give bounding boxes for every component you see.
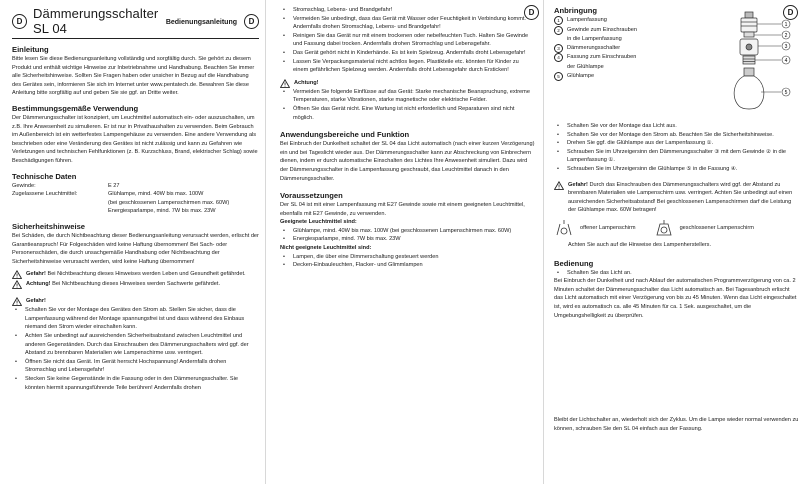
warning-triangle-icon bbox=[554, 181, 564, 190]
bottom-text: Bleibt der Lichtschalter an, wiederholt sich der Zyklus. Um die Lampe wieder normal verwenden zu können, schrauben Sie den SL 04 einfach aus der Fassung. bbox=[554, 417, 799, 432]
bedienung-text: Bei Einbruch der Dunkelheit und nach Ablauf der automatischen Programmverzögerung von ca. 2 Minuten schaltet der Dämmerungsschalter das Licht automatisch an. Bei Tagesanbruch erlischt das Licht automatisch mit einer Verzögerung von bis zu 45 Minuten. Wenn das Licht eingeschaltet ist, wird es automatisch ca. alle 45 Minuten für ca. 1 Sek. ausgeschaltet, um die Umgebungshelligkeit zu überprüfen. bbox=[554, 278, 797, 319]
closed-lampshade-icon bbox=[654, 219, 674, 237]
verwendung-text: Der Dämmerungsschalter ist konzipiert, um Leuchtmittel automatisch ein- oder auszuschalten, um z.B. Ihre Anwesenheit zu simulieren. Er ist nur in Privathaushalten zu verwenden. Beim Gebrauch im Außenbereich ist ein wetterfestes Lampengehäuse zu verwenden. Eine andere Verwendung als beschrieben oder eine Veränderung des Gerätes ist nicht zulässig und kann zu Gefahren wie Verletzungen und technischen Fehlfunktionen (z. B. Kurzschluss, Brand, elektrischer Schlag) sowie Beschädigungen führen. bbox=[12, 114, 258, 164]
warning-achtung bbox=[12, 280, 259, 289]
list-item: • Schrauben Sie im Uhrzeigersinn die Glühlampe ⑤ in die Fassung ④. bbox=[554, 165, 800, 174]
table-row bbox=[12, 199, 229, 208]
part-number: 4 bbox=[554, 53, 563, 62]
part-label: in die Lampenfassung bbox=[567, 36, 622, 43]
warning-label: Gefahr! bbox=[26, 271, 46, 278]
svg-text:4: 4 bbox=[784, 57, 788, 64]
list-item: • Das Gerät gehört nicht in Kinderhände. Es ist kein Spielzeug. Andernfalls droht Lebensgefahr! bbox=[280, 49, 535, 58]
bedienung-heading: Bedienung bbox=[554, 258, 594, 268]
part-number: 2 bbox=[554, 26, 563, 35]
list-item: • Schalten Sie vor der Montage des Gerätes den Strom ab. Stellen Sie sicher, dass die Lampenfassung während der Montage spannungsfrei ist und dass während des Einbaus niemand den Strom wieder einschalten kann. bbox=[12, 306, 259, 332]
warning-label: Achtung! bbox=[294, 79, 319, 86]
geeignet-subheading: Geeignete Leuchtmittel sind: bbox=[280, 219, 357, 226]
svg-text:!: ! bbox=[284, 82, 286, 88]
part-label: der Glühlampe bbox=[567, 63, 604, 70]
warning-gefahr bbox=[12, 270, 259, 279]
list-item: • Schalten Sie das Licht an. bbox=[554, 269, 800, 278]
page-subtitle: Bedienungsanleitung bbox=[165, 19, 237, 26]
warning-triangle-icon bbox=[12, 297, 22, 306]
tech-value: Glühlampe, mind. 40W bis max. 100W bbox=[108, 191, 204, 198]
warning-triangle-icon bbox=[12, 270, 22, 279]
part-item bbox=[554, 72, 723, 82]
part-label: Gewinde zum Einschrauben bbox=[567, 26, 637, 33]
list-item: • Schalten Sie vor der Montage den Strom ab. Beachten Sie die Sicherheitshinweise. bbox=[554, 131, 800, 140]
part-item bbox=[554, 44, 723, 54]
list-item: • Achten Sie unbedingt auf ausreichenden Sicherheitsabstand zwischen Leuchtmittel und anderen Gegenständen. Durch das Einschrauben des Dämmerungsschalters wird ggf. der Abstand zu brennbaren Materialien wie Lampenschirme usw. verringert. bbox=[12, 332, 259, 358]
closed-lampshade-label: geschlossener Lampenschirm bbox=[679, 224, 754, 231]
bottom-note bbox=[554, 416, 800, 433]
warning-text: Bei Nichtbeachtung dieses Hinweises werden Leben und Gesundheit gefährdet. bbox=[47, 271, 246, 278]
list-item: • Schrauben Sie im Uhrzeigersinn den Dämmerungsschalter ③ mit dem Gewinde ② in die Lampenfassung ①. bbox=[554, 148, 800, 165]
title-bar bbox=[12, 6, 259, 39]
parts-list bbox=[554, 16, 723, 118]
tech-key bbox=[12, 207, 108, 216]
list-item: • Stecken Sie keine Gegenstände in die Fassung oder in den Dämmerungsschalter. Sie könnten hiermit spannungsführende Teile berühren! Andernfalls drohen bbox=[12, 375, 259, 392]
list-item: • Decken-Einbauleuchten, Flacker- und Glimmlampen bbox=[280, 261, 535, 270]
open-lampshade-icon bbox=[554, 219, 574, 237]
anwendung-heading: Anwendungsbereiche und Funktion bbox=[280, 130, 410, 140]
list-item: • Reinigen Sie das Gerät nur mit einem trockenen oder nebelfeuchten Tuch. Halten Sie Gewinde und Fassung dabei trocken. Andernfalls drohen Stromschlag und Lebensgefahr. bbox=[280, 32, 535, 49]
table-row bbox=[12, 190, 229, 199]
svg-text:!: ! bbox=[16, 300, 18, 307]
svg-text:3: 3 bbox=[784, 43, 788, 50]
part-label: Glühlampe bbox=[567, 72, 595, 79]
part-item bbox=[554, 26, 723, 36]
column-3 bbox=[544, 0, 808, 484]
anbringung-heading: Anbringung bbox=[554, 6, 598, 15]
einleitung-text: Bitte lesen Sie diese Bedienungsanleitung vollständig und sorgfältig durch. Sie gehört zu diesem Produkt und enthält wichtige Hinweise zur Inbetriebnahme und Handhabung. Beachten Sie immer alle Sicherheitshinweise. Sollten Sie Fragen haben oder unsicher in Bezug auf die Handhabung des Gerätes sein, informieren Sie sich im Internet unter www.pentatech.de. Bewahren Sie diese Anleitung bitte sorgfältig auf und geben Sie sie ggf. an Dritte weiter. bbox=[12, 56, 255, 97]
svg-text:!: ! bbox=[16, 273, 18, 280]
list-item: • Schalten Sie vor der Montage das Licht aus. bbox=[554, 122, 800, 131]
column-2 bbox=[266, 0, 544, 484]
language-badge: D bbox=[12, 14, 27, 29]
svg-text:2: 2 bbox=[784, 32, 788, 39]
list-item: • Lampen, die über eine Dimmerschaltung gesteuert werden bbox=[280, 253, 535, 262]
warning-gefahr bbox=[554, 181, 800, 215]
table-row bbox=[12, 182, 229, 191]
mounting-steps bbox=[554, 122, 800, 174]
warning-achtung bbox=[280, 79, 535, 88]
list-item: • Energiesparlampe, mind. 7W bis max. 23W bbox=[280, 235, 535, 244]
list-item: • Öffnen Sie das Gerät nicht. Eine Wartung ist nicht erforderlich und Reparaturen sind nicht möglich. bbox=[280, 105, 535, 122]
sicherheit-heading: Sicherheitshinweise bbox=[12, 221, 86, 231]
part-item bbox=[554, 16, 723, 26]
list-item: • Drehen Sie ggf. die Glühlampe aus der Lampenfassung ①. bbox=[554, 139, 800, 148]
part-label: Dämmerungsschalter bbox=[567, 44, 621, 51]
voraussetzungen-text: Der SL 04 ist mit einer Lampenfassung mit E27 Gewinde sowie mit einem geeigneten Leuchtmittel, ebenfalls mit E27 Gewinde, zu verwenden. bbox=[280, 202, 525, 217]
page-title: Dämmerungsschalter SL 04 bbox=[33, 6, 159, 36]
tech-key bbox=[12, 199, 108, 208]
part-item bbox=[554, 63, 723, 72]
einleitung-heading: Einleitung bbox=[12, 45, 49, 54]
warning-triangle-icon bbox=[280, 79, 290, 88]
safety-list bbox=[12, 306, 259, 392]
part-number: 3 bbox=[554, 44, 563, 53]
column-1 bbox=[0, 0, 266, 484]
tech-value: (bei geschlossenen Lampenschirmen max. 60W) bbox=[108, 199, 230, 206]
list-item: • Vermeiden Sie folgende Einflüsse auf das Gerät: Starke mechanische Beanspruchung, extreme Temperaturen, starke Vibrationen, starke magnetische oder elektrische Felder. bbox=[280, 88, 535, 105]
part-number: 5 bbox=[554, 72, 563, 81]
sicherheit-text: Bei Schäden, die durch Nichtbeachtung dieser Bedienungsanleitung verursacht werden, erlischt der Garantieanspruch! Für Folgeschäden wird keine Haftung übernommen! Bei Sach- oder Personenschäden, die durch unsachgemäße Handhabung oder Nichtbeachtung der Sicherheitshinweise verursacht werden, wird keine Haftung übernommen! bbox=[12, 232, 259, 265]
warning-text: Durch das Einschrauben des Dämmerungsschalters wird ggf. der Abstand zu brennbaren Materialien wie Lampenschirm usw. verringert. Achten Sie unbedingt auf einen ausreichenden Sicherheitsabstand! Bei geschlossenen Lampenschirmen darf die Leistung der Glühlampe max. 60W betragen! bbox=[568, 181, 793, 214]
lampshade-illustrations bbox=[554, 219, 800, 237]
svg-text:!: ! bbox=[16, 283, 18, 290]
part-label: Fassung zum Einschrauben bbox=[567, 54, 637, 61]
list-item: • Vermeiden Sie unbedingt, dass das Gerät mit Wasser oder Feuchtigkeit in Verbindung kommt. Andernfalls drohen Stromschlag, Lebens- und Brandgefahr! bbox=[280, 15, 535, 32]
safety-list-continued bbox=[280, 6, 535, 75]
svg-text:1: 1 bbox=[784, 21, 788, 28]
warning-label: Achtung! bbox=[26, 281, 51, 288]
tech-value: Energiesparlampe, mind. 7W bis max. 23W bbox=[108, 208, 216, 215]
bedienung-steps bbox=[554, 269, 800, 278]
language-badge: D bbox=[524, 5, 539, 20]
nicht-geeignet-subheading: Nicht geeignete Leuchtmittel sind: bbox=[280, 245, 372, 252]
language-badge-right: D bbox=[244, 14, 259, 29]
warning-text: Bei Nichtbeachtung dieses Hinweises werden Sachwerte gefährdet. bbox=[52, 281, 221, 288]
open-lampshade bbox=[554, 219, 636, 237]
part-label: Lampenfassung bbox=[567, 17, 607, 23]
svg-text:!: ! bbox=[558, 184, 560, 190]
voraussetzungen-heading: Voraussetzungen bbox=[280, 191, 343, 201]
part-item bbox=[554, 35, 723, 44]
nicht-geeignet-list bbox=[280, 253, 535, 270]
assembly-diagram-icon bbox=[723, 10, 800, 118]
daten-heading: Technische Daten bbox=[12, 171, 77, 181]
open-lampshade-label: offener Lampenschirm bbox=[580, 224, 636, 231]
tech-value: E 27 bbox=[108, 182, 120, 189]
part-item bbox=[554, 53, 723, 63]
parts-section bbox=[554, 16, 800, 118]
warning-label: Gefahr! bbox=[26, 298, 46, 305]
lamp-manufacturer-note: Achten Sie auch auf die Hinweise des Lampenherstellers. bbox=[568, 241, 712, 248]
tech-data-table bbox=[12, 182, 229, 216]
language-badge: D bbox=[783, 5, 798, 20]
achtung-list bbox=[280, 88, 535, 122]
warning-triangle-icon bbox=[12, 280, 22, 289]
tech-key: Gewinde: bbox=[12, 182, 36, 189]
geeignet-list bbox=[280, 227, 535, 244]
list-item-continued: • Stromschlag, Lebens- und Brandgefahr! bbox=[280, 6, 535, 15]
anwendung-text: Bei Einbruch der Dunkelheit schaltet der SL 04 das Licht automatisch (nach einer kurzen Verzögerung) ein und bei Tageslicht wieder aus. Der Dämmerungsschalter kann zur Abschreckung von Einbrechern dienen, indem er durch automatische Einschalten des Lichtes Ihre Anwesenheit simuliert. Dazu wird der Dämmerungsschalter in die Lampenfassung geschraubt, das Leuchtmittel danach in den Dämmerungsschalter. bbox=[280, 141, 535, 182]
closed-lampshade bbox=[654, 219, 754, 237]
list-item: • Öffnen Sie nicht das Gerät. Im Gerät herrscht Hochspannung! Andernfalls drohen Stromschlag und Lebensgefahr! bbox=[12, 358, 259, 375]
list-item: • Glühlampe, mind. 40W bis max. 100W (bei geschlossenen Lampenschirmen max. 60W) bbox=[280, 227, 535, 236]
svg-text:5: 5 bbox=[784, 89, 788, 96]
table-row bbox=[12, 207, 229, 216]
tech-key: Zugelassene Leuchtmittel: bbox=[12, 191, 78, 198]
warning-gefahr-list bbox=[12, 297, 259, 306]
warning-label: Gefahr! bbox=[568, 181, 588, 188]
verwendung-heading: Bestimmungsgemäße Verwendung bbox=[12, 103, 139, 113]
list-item: • Lassen Sie Verpackungsmaterial nicht achtlos liegen. Plastikteile etc. könnten für Kinder zu einem gefährlichen Spielzeug werden. Andernfalls droht Lebensgefahr durch Ersticken! bbox=[280, 58, 535, 75]
part-number: 1 bbox=[554, 16, 563, 25]
